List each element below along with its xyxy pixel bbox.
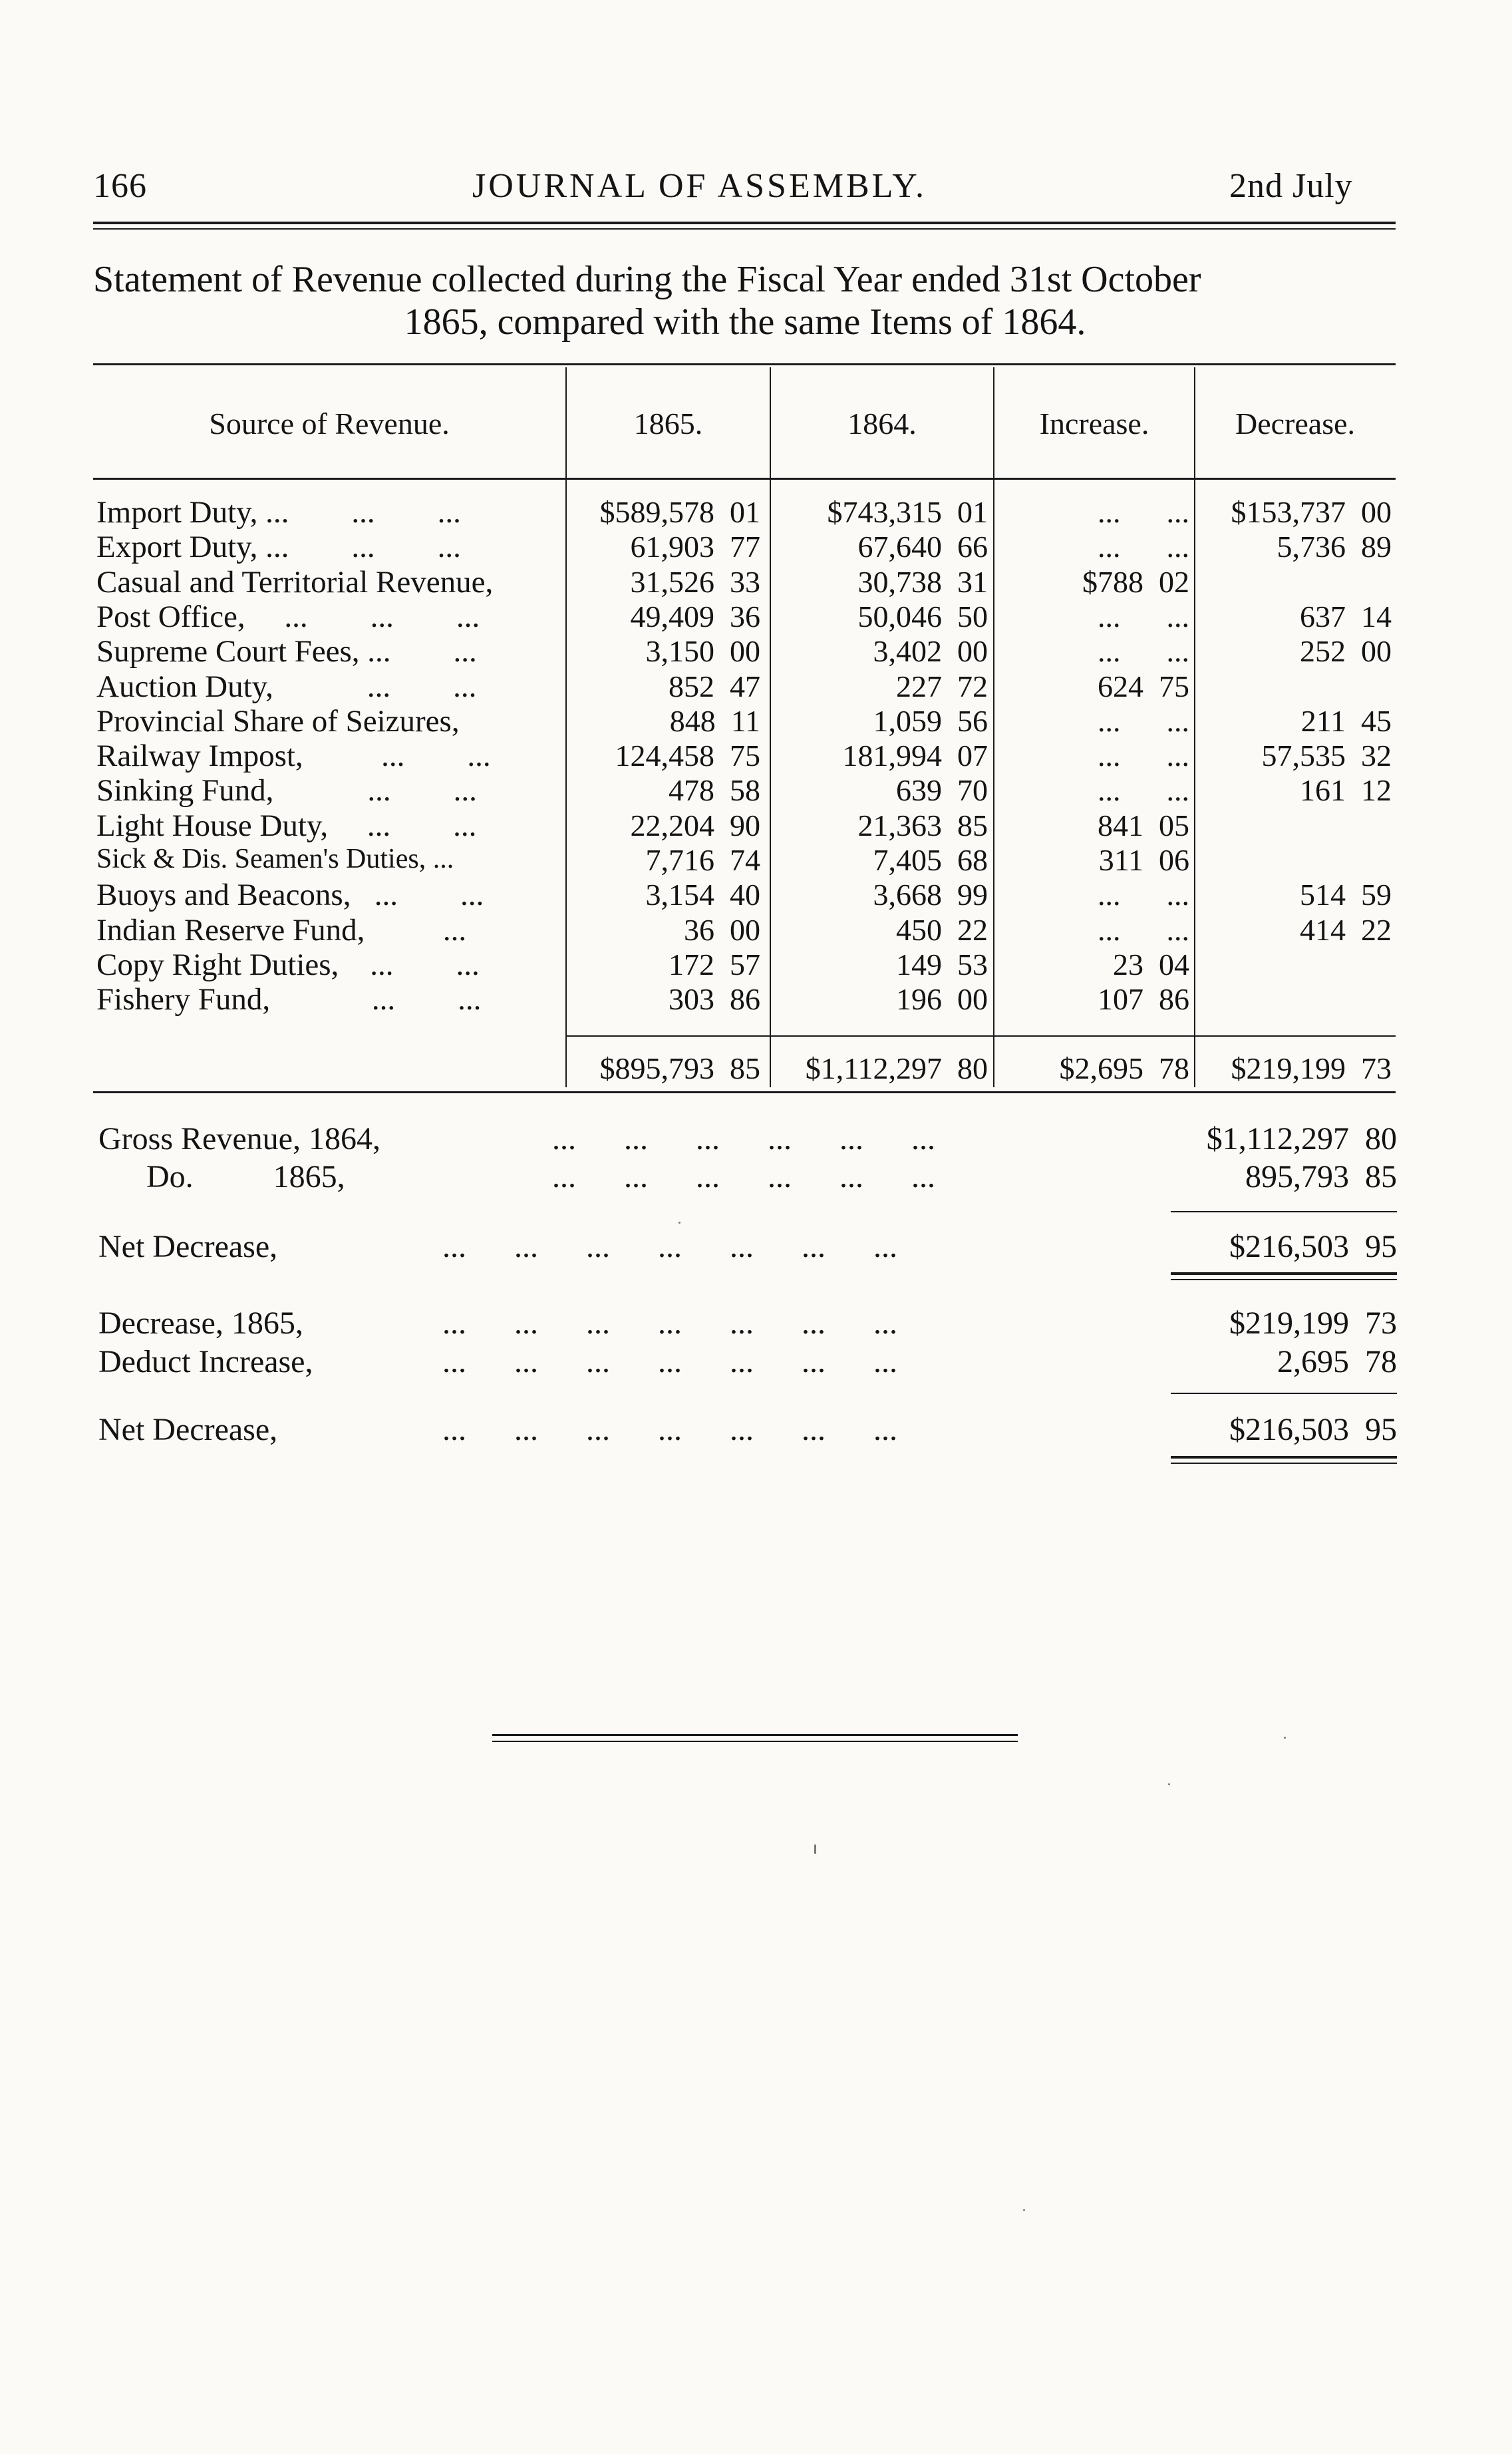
header-decrease: Decrease. xyxy=(1235,407,1356,440)
revenue-source: Casual and Territorial Revenue, xyxy=(96,565,494,600)
value-increase: ... ... xyxy=(1098,634,1189,668)
revenue-source: Supreme Court Fees, ... ... xyxy=(96,634,477,669)
header-date: 2nd July xyxy=(1229,167,1353,205)
value-1864: $743,315 01 xyxy=(827,495,988,529)
summary-label: Net Decrease, xyxy=(98,1229,278,1264)
summary-label: Net Decrease, xyxy=(98,1412,278,1447)
value-increase: 841 05 xyxy=(1098,808,1189,842)
summary-leaders: ... ... ... ... ... ... ... xyxy=(442,1306,897,1341)
value-increase: 23 04 xyxy=(1113,948,1189,981)
statement-title-line2: 1865, compared with the same Items of 1864. xyxy=(404,301,1086,343)
summary-leaders: ... ... ... ... ... ... xyxy=(552,1121,935,1156)
value-1864: 450 22 xyxy=(896,913,988,947)
value-1864: 30,738 31 xyxy=(857,565,988,599)
summary-value: $216,503 95 xyxy=(1229,1412,1397,1447)
value-1865: 124,458 75 xyxy=(615,739,760,773)
page-number: 166 xyxy=(93,167,147,205)
summary-sum-rule xyxy=(1171,1393,1397,1394)
value-increase: ... ... xyxy=(1098,495,1189,529)
value-decrease: 514 59 xyxy=(1300,878,1392,912)
header-increase: Increase. xyxy=(1039,407,1149,440)
revenue-source: Indian Reserve Fund, ... xyxy=(96,913,467,948)
summary-value: $1,112,297 80 xyxy=(1206,1121,1397,1156)
value-1864: 1,059 56 xyxy=(873,704,988,738)
summary-label: Deduct Increase, xyxy=(98,1344,313,1379)
value-increase: ... ... xyxy=(1098,878,1189,912)
value-increase: 311 06 xyxy=(1098,843,1189,877)
summary-leaders: ... ... ... ... ... ... ... xyxy=(442,1229,897,1264)
value-1864: 67,640 66 xyxy=(857,530,988,564)
table-bottom-rule xyxy=(93,1091,1396,1093)
revenue-source: Sick & Dis. Seamen's Duties, ... xyxy=(96,844,454,874)
value-increase: $788 02 xyxy=(1082,565,1189,599)
revenue-source: Import Duty, ... ... ... xyxy=(96,495,461,530)
total-decrease: $219,199 73 xyxy=(1231,1051,1392,1085)
value-increase: 624 75 xyxy=(1098,669,1189,703)
revenue-source: Post Office, ... ... ... xyxy=(96,600,480,634)
summary-leaders: ... ... ... ... ... ... xyxy=(552,1159,935,1194)
summary-value: $219,199 73 xyxy=(1229,1306,1397,1341)
column-divider xyxy=(1194,367,1195,1087)
revenue-source: Railway Impost, ... ... xyxy=(96,739,491,773)
value-1864: 3,402 00 xyxy=(873,634,988,668)
header-1864: 1864. xyxy=(847,407,917,440)
value-decrease: 637 14 xyxy=(1300,600,1392,633)
closing-rule-bottom xyxy=(492,1741,1018,1742)
value-decrease: $153,737 00 xyxy=(1231,495,1392,529)
summary-double-rule xyxy=(1171,1463,1397,1464)
summary-label: Decrease, 1865, xyxy=(98,1306,303,1341)
value-increase: 107 86 xyxy=(1098,982,1189,1016)
journal-title: JOURNAL OF ASSEMBLY. xyxy=(472,167,927,205)
value-increase: ... ... xyxy=(1098,773,1189,807)
value-decrease: 211 45 xyxy=(1300,704,1392,738)
value-1865: 61,903 77 xyxy=(630,530,760,564)
value-increase: ... ... xyxy=(1098,913,1189,947)
print-speck xyxy=(1023,2209,1025,2211)
summary-value: 2,695 78 xyxy=(1277,1344,1397,1379)
value-1865: 3,150 00 xyxy=(645,634,760,668)
value-1865: $589,578 01 xyxy=(599,495,760,529)
revenue-source: Fishery Fund, ... ... xyxy=(96,982,482,1017)
total-increase: $2,695 78 xyxy=(1059,1051,1189,1085)
column-divider xyxy=(770,367,771,1087)
value-decrease: 414 22 xyxy=(1300,913,1392,947)
revenue-source: Light House Duty, ... ... xyxy=(96,808,477,843)
closing-rule-top xyxy=(492,1734,1018,1736)
revenue-source: Auction Duty, ... ... xyxy=(96,669,477,704)
value-decrease: 252 00 xyxy=(1300,634,1392,668)
header-double-rule-bottom xyxy=(93,228,1396,230)
summary-double-rule xyxy=(1171,1272,1397,1275)
value-1864: 196 00 xyxy=(896,982,988,1016)
print-speck xyxy=(679,1222,680,1224)
value-1865: 36 00 xyxy=(684,913,760,947)
value-increase: ... ... xyxy=(1098,704,1189,738)
summary-leaders: ... ... ... ... ... ... ... xyxy=(442,1344,897,1379)
value-increase: ... ... xyxy=(1098,530,1189,564)
value-1864: 50,046 50 xyxy=(857,600,988,633)
value-decrease: 5,736 89 xyxy=(1277,530,1392,564)
column-divider xyxy=(565,367,567,1087)
revenue-source: Provincial Share of Seizures, xyxy=(96,704,460,739)
revenue-source: Export Duty, ... ... ... xyxy=(96,530,461,564)
value-1865: 848 11 xyxy=(669,704,760,738)
header-double-rule-top xyxy=(93,222,1396,224)
value-1865: 303 86 xyxy=(669,982,760,1016)
value-1865: 172 57 xyxy=(669,948,760,981)
value-1865: 3,154 40 xyxy=(645,878,760,912)
value-1864: 7,405 68 xyxy=(873,843,988,877)
print-speck xyxy=(814,1844,816,1854)
column-divider xyxy=(993,367,994,1087)
header-source: Source of Revenue. xyxy=(209,407,450,440)
totals-top-rule xyxy=(567,1035,1396,1037)
value-1865: 31,526 33 xyxy=(630,565,760,599)
total-1864: $1,112,297 80 xyxy=(805,1051,988,1085)
print-speck xyxy=(1168,1783,1170,1785)
table-top-rule xyxy=(93,363,1396,365)
value-1865: 7,716 74 xyxy=(645,843,760,877)
statement-title-line1: Statement of Revenue collected during the Fiscal Year ended 31st October xyxy=(93,259,1201,300)
print-speck xyxy=(1284,1737,1286,1739)
value-increase: ... ... xyxy=(1098,600,1189,633)
value-decrease: 57,535 32 xyxy=(1261,739,1392,773)
revenue-source: Buoys and Beacons, ... ... xyxy=(96,878,484,912)
header-1865: 1865. xyxy=(633,407,703,440)
revenue-source: Sinking Fund, ... ... xyxy=(96,773,477,808)
value-1864: 3,668 99 xyxy=(873,878,988,912)
summary-label: Gross Revenue, 1864, xyxy=(98,1121,380,1156)
value-1865: 49,409 36 xyxy=(630,600,760,633)
value-1864: 227 72 xyxy=(896,669,988,703)
summary-double-rule xyxy=(1171,1279,1397,1280)
summary-value: $216,503 95 xyxy=(1229,1229,1397,1264)
total-1865: $895,793 85 xyxy=(599,1051,760,1085)
value-1864: 21,363 85 xyxy=(857,808,988,842)
table-header-bottom-rule xyxy=(93,478,1396,480)
summary-double-rule xyxy=(1171,1456,1397,1459)
summary-value: 895,793 85 xyxy=(1245,1159,1397,1194)
value-1864: 181,994 07 xyxy=(842,739,988,773)
value-decrease: 161 12 xyxy=(1300,773,1392,807)
value-1864: 149 53 xyxy=(896,948,988,981)
value-1864: 639 70 xyxy=(896,773,988,807)
revenue-source: Copy Right Duties, ... ... xyxy=(96,948,480,982)
value-1865: 852 47 xyxy=(669,669,760,703)
summary-sum-rule xyxy=(1171,1211,1397,1212)
value-1865: 22,204 90 xyxy=(630,808,760,842)
summary-leaders: ... ... ... ... ... ... ... xyxy=(442,1412,897,1447)
value-increase: ... ... xyxy=(1098,739,1189,773)
value-1865: 478 58 xyxy=(669,773,760,807)
summary-label: Do. 1865, xyxy=(98,1159,345,1194)
